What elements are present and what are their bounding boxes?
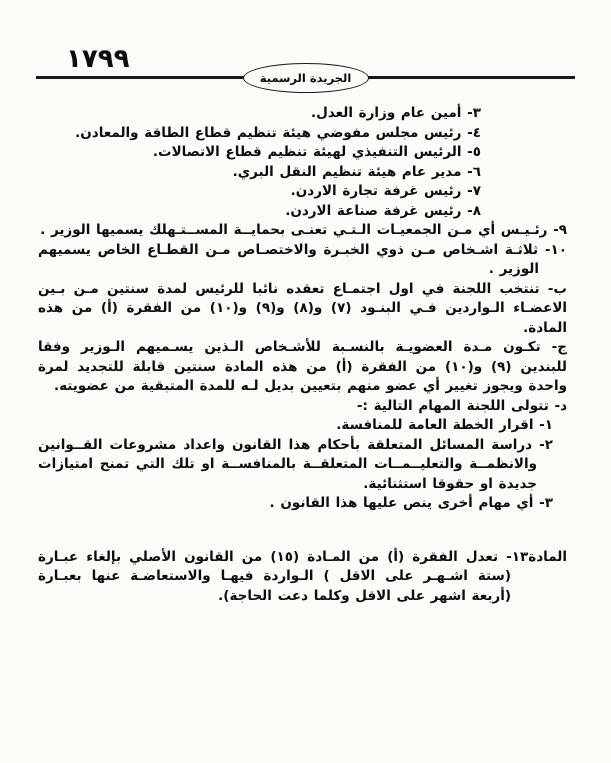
- clause-d-intro: د- تتولى اللجنة المهام التالية :-: [356, 397, 567, 414]
- gazette-title-badge: [243, 63, 369, 93]
- task-item-2: ٢- دراسة المسائل المتعلقة بأحكام هذا القانون واعداد مشروعات القــوانين والانظمــة والتعليــمــات المتعلقــة بالمنافســة او تلك التي تمنح امتيازات جديدة او حقوقا استثنائية.: [38, 436, 553, 492]
- list-item-6: ٦- مدير عام هيئة تنظيم النقل البري.: [232, 163, 481, 180]
- document-body: [38, 104, 567, 606]
- list-item-7: ٧- رئيس غرفة تجارة الاردن.: [290, 183, 481, 199]
- clause-b: ب- تنتخب اللجنة في اول اجتمـاع تعقده نائبا للرئيس لمدة سنتين مـن بـين الاعضـاء الـواردين فـي البنـود (٧) و(٨) و(٩) و(١٠) من الفقرة (أ) من هذه المادة.: [38, 280, 567, 336]
- header-rule-row: [36, 62, 575, 94]
- clause-c: ج- تكـون مـدة العضويـة بالنسـبة للأشـخاص الـذين يسـميهم الـوزير وفقا للبندين (٩) و(١٠) من الفقرة (أ) من هذه المادة سنتين قابلة للتجديد لمرة واحدة ويجوز تغيير أي عضو منهم بتعيين بديل لـه للمدة المتبقية من عضويته.: [38, 339, 567, 394]
- list-item-9: ٩- رئـيـس أي مـن الجمعيـات الـتـي تعنـى بحمايــة المســتـهلك يسميها الوزير .: [40, 222, 567, 238]
- article-13: المادة١٣- تعدل الفقرة (أ) من المـادة (١٥) من القانون الأصلي بإلغاء عبـارة (ستة اشـهـر على الاقل ) الـواردة فيهـا والاستعاضـة عنها بعبـارة (أربعة اشهر على الاقل وكلما دعت الحاجة).: [38, 548, 567, 604]
- gazette-title: الجريدة الرسمية: [259, 71, 352, 85]
- list-item-4: ٤- رئيس مجلس مفوضي هيئة تنظيم قطاع الطاقة والمعادن.: [75, 124, 481, 141]
- task-item-3: ٣- أي مهام أخرى ينص عليها هذا القانون .: [269, 495, 553, 511]
- list-item-5: ٥- الرئيس التنفيذي لهيئة تنظيم قطاع الاتصالات.: [152, 144, 481, 160]
- task-item-1: ١- اقرار الخطة العامة للمنافسة.: [336, 417, 553, 433]
- list-item-8: ٨- رئيس غرفة صناعة الاردن.: [285, 202, 481, 219]
- list-item-3: ٣- أمين عام وزارة العدل.: [311, 105, 481, 121]
- list-item-10: ١٠- ثلاثـة اشـخاص مـن ذوي الخبـرة والاختصـاص مـن القطـاع الخاص يسميهم الوزير .: [38, 241, 567, 277]
- page-number: ١٧٩٩: [66, 44, 130, 74]
